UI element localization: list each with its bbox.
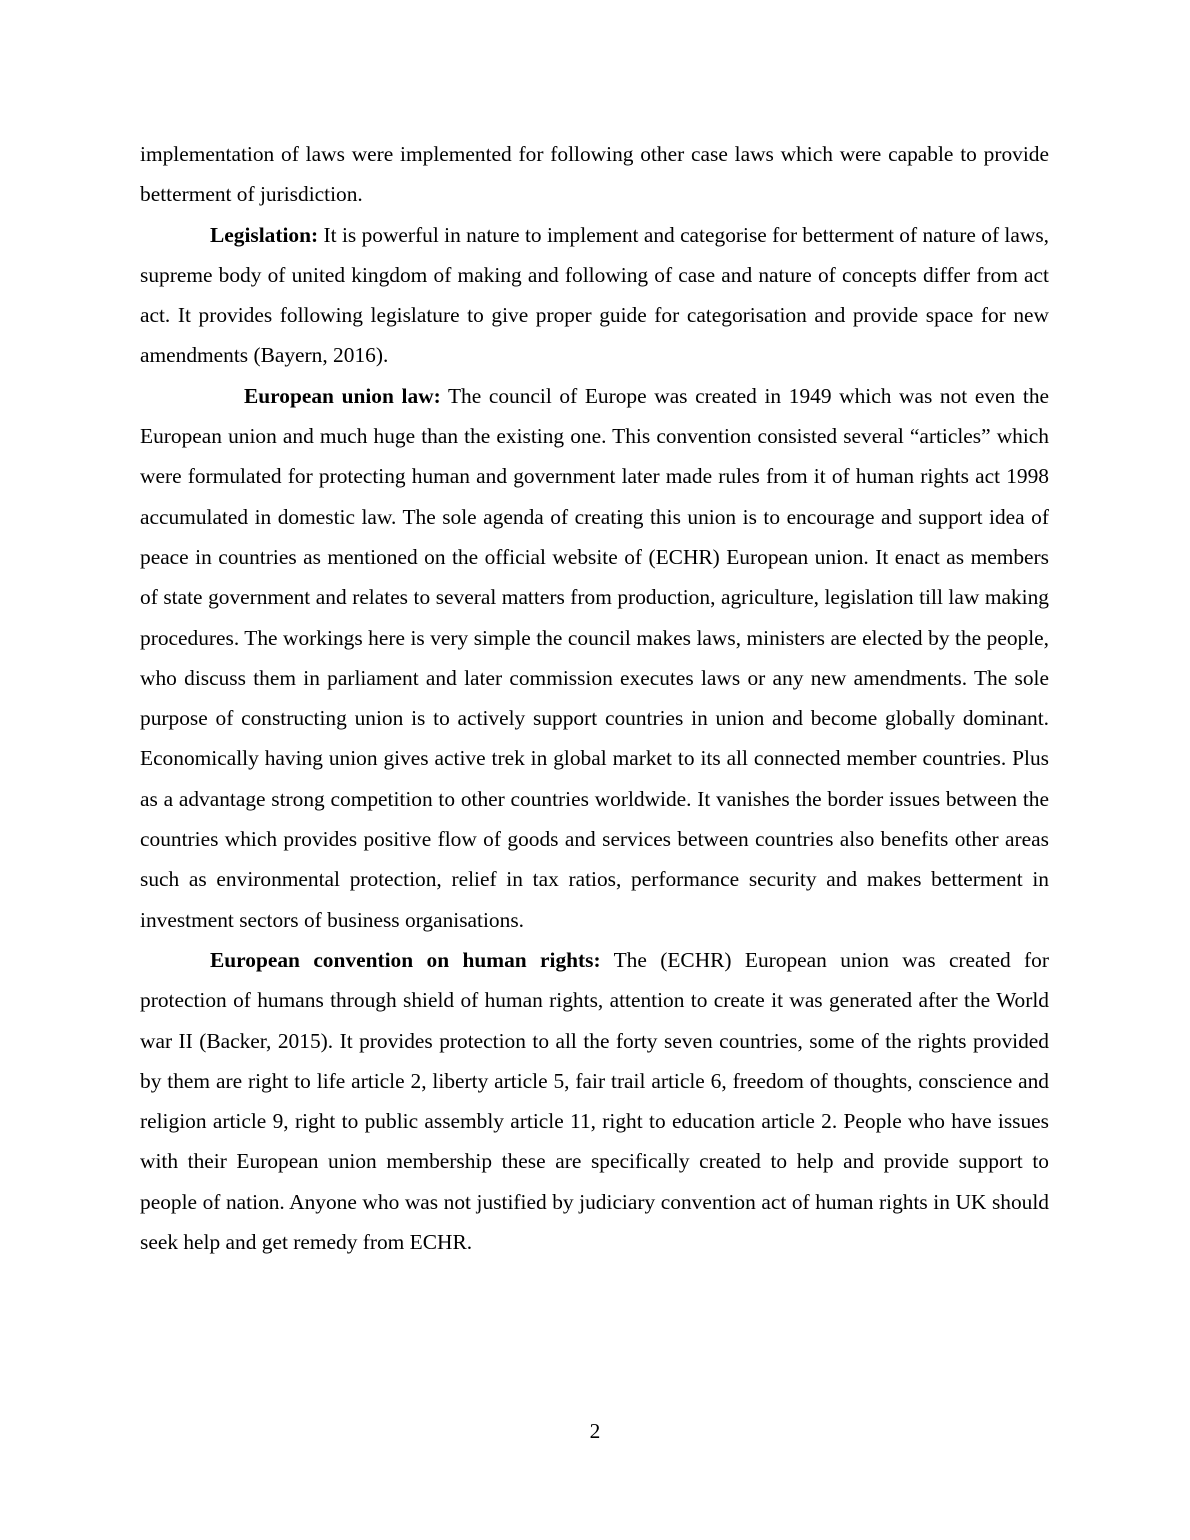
- paragraph-heading: European union law:: [244, 383, 441, 408]
- paragraph-heading: Legislation:: [210, 222, 319, 247]
- paragraph-european-union-law: [140, 376, 1049, 940]
- paragraph-text: The council of Europe was created in 1949 which was not even the European union and much huge than the existing one. This convention consisted several “articles” which were formulated for protecting human and government later made rules from it of human rights act 1998 accumulated in domestic law. The sole agenda of creating this union is to encourage and support idea of peace in countries as mentioned on the official website of (ECHR) European union. It enact as members of state government and relates to several matters from production, agriculture, legislation till law making procedures. The workings here is very simple the council makes laws, ministers are elected by the people, who discuss them in parliament and later commission executes laws or any new amendments. The sole purpose of constructing union is to actively support countries in union and become globally dominant. Economically having union gives active trek in global market to its all connected member countries. Plus as a advantage strong competition to other countries worldwide. It vanishes the border issues between the countries which provides positive flow of goods and services between countries also benefits other areas such as environmental protection, relief in tax ratios, performance security and makes betterment in investment sectors of business organisations.: [140, 383, 1050, 932]
- paragraph-text: It is powerful in nature to implement and categorise for betterment of nature of laws, supreme body of united kingdom of making and following of case and nature of concepts differ from act act. It provides following legislature to give proper guide for categorisation and provide space for new amendments (Bayern, 2016).: [140, 222, 1049, 368]
- document-body: [140, 134, 1049, 1262]
- paragraph-legislation: [140, 215, 1049, 376]
- paragraph-heading: European convention on human rights:: [210, 947, 601, 972]
- paragraph-text: implementation of laws were implemented for following other case laws which were capable to provide betterment of jurisdiction.: [140, 142, 1049, 207]
- paragraph-echr: [140, 940, 1049, 1262]
- paragraph-text: The (ECHR) European union was created for protection of humans through shield of human rights, attention to create it was generated after the World war II (Backer, 2015). It provides protection to all the forty seven countries, some of the rights provided by them are right to life article 2, liberty article 5, fair trail article 6, freedom of thoughts, conscience and religion article 9, right to public assembly article 11, right to education article 2. People who have issues with their European union membership these are specifically created to help and provide support to people of nation. Anyone who was not justified by judiciary convention act of human rights in UK should seek help and get remedy from ECHR.: [140, 947, 1049, 1255]
- page-number: 2: [589, 1419, 601, 1443]
- paragraph-continuation: [140, 134, 1049, 215]
